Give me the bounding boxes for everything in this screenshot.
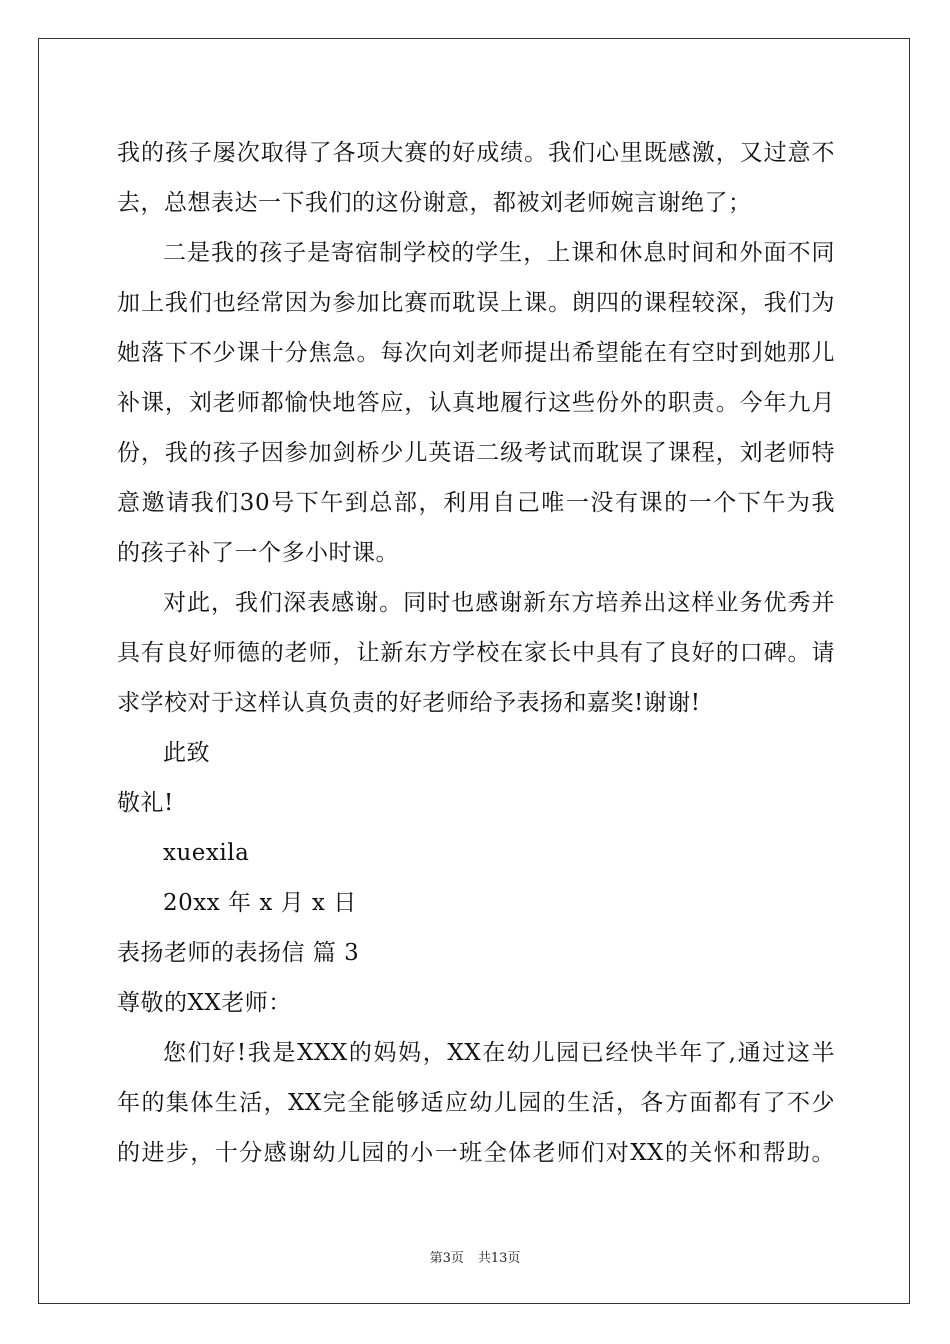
page-total: 共13页 [477,1251,521,1266]
text-line: 具有良好师德的老师，让新东方学校在家长中具有了良好的口碑。请 [117,640,835,666]
text-line: 的进步，十分感谢幼儿园的小一班全体老师们对XX的关怀和帮助。 [117,1140,835,1166]
text-line: 去，总想表达一下我们的这份谢意，都被刘老师婉言谢绝了； [117,190,752,216]
signature: xuexila [163,840,250,866]
text-line: 年的集体生活，XX完全能够适应幼儿园的生活，各方面都有了不少 [117,1090,835,1116]
document-body [117,128,835,1178]
page-footer [0,1247,950,1266]
closing-regards: 敬礼! [117,790,174,816]
text-line: 的孩子补了一个多小时课。 [117,540,399,566]
date-line: 20xx 年 x 月 x 日 [163,890,357,916]
text-line: 她落下不少课十分焦急。每次向刘老师提出希望能在有空时到她那儿 [117,340,835,366]
text-line: 意邀请我们30号下午到总部，利用自己唯一没有课的一个下午为我 [117,490,835,516]
text-line: 二是我的孩子是寄宿制学校的学生，上课和休息时间和外面不同 [163,240,835,266]
text-line: 求学校对于这样认真负责的好老师给予表扬和嘉奖!谢谢! [117,690,701,716]
text-line: 补课，刘老师都愉快地答应，认真地履行这些份外的职责。今年九月 [117,390,835,416]
greeting: 尊敬的XX老师： [117,990,292,1016]
text-line: 加上我们也经常因为参加比赛而耽误上课。朗四的课程较深，我们为 [117,290,835,316]
text-line: 对此，我们深表感谢。同时也感谢新东方培养出这样业务优秀并 [163,590,835,616]
text-line: 您们好!我是XXX的妈妈，XX在幼儿园已经快半年了,通过这半 [163,1040,835,1066]
section-title: 表扬老师的表扬信 篇 3 [117,940,360,966]
text-line: 我的孩子屡次取得了各项大赛的好成绩。我们心里既感激，又过意不 [117,140,835,166]
page-number: 第3页 [429,1251,464,1266]
text-line: 份，我的孩子因参加剑桥少儿英语二级考试而耽误了课程，刘老师特 [117,440,835,466]
closing-salutation: 此致 [163,740,210,766]
